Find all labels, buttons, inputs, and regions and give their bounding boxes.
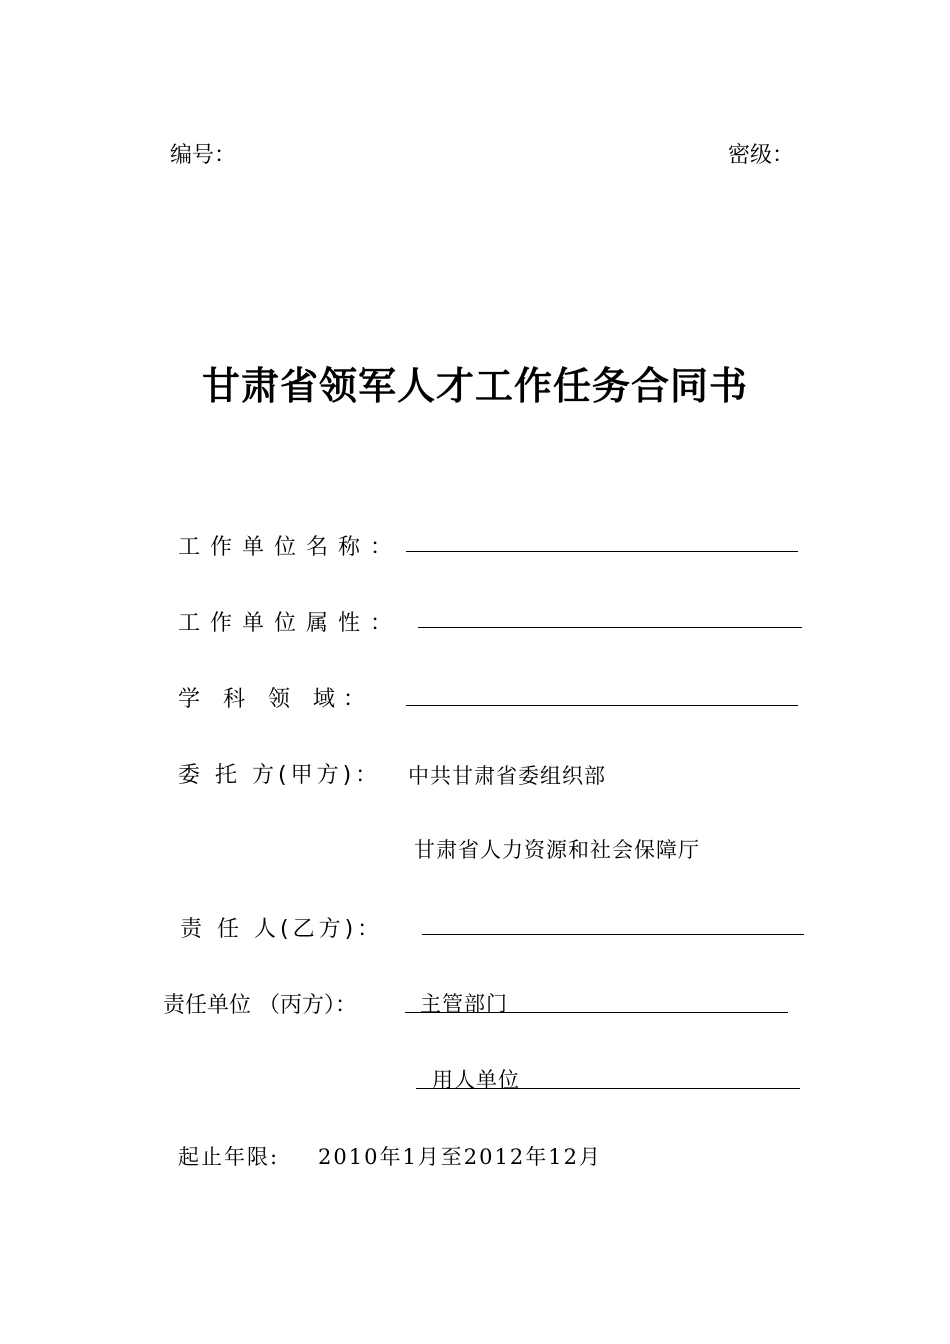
period-value: 2010年1月至2012年12月 <box>318 1145 602 1169</box>
work-unit-name-label: 工作单位名称： <box>178 535 403 560</box>
discipline-label: 学 科 领 域： <box>178 687 373 712</box>
client-label: 委 托 方(甲方)： <box>178 763 382 788</box>
work-unit-type-line <box>418 627 802 628</box>
period-label: 起止年限: <box>178 1145 280 1169</box>
client-value-1: 中共甘肃省委组织部 <box>408 764 606 788</box>
secret-level-label: 密级： <box>728 143 795 168</box>
responsible-person-line <box>422 934 804 935</box>
responsible-unit-value-2: 用人单位 <box>432 1068 520 1092</box>
responsible-unit-line-2 <box>416 1088 800 1089</box>
serial-number-label: 编号： <box>170 143 237 168</box>
responsible-person-label: 责 任 人(乙方)： <box>180 917 384 942</box>
discipline-line <box>406 705 798 706</box>
work-unit-type-label: 工作单位属性： <box>178 611 403 636</box>
responsible-unit-line-1 <box>405 1012 788 1013</box>
client-value-2: 甘肃省人力资源和社会保障厅 <box>414 838 700 862</box>
responsible-unit-value-1: 主管部门 <box>420 992 508 1016</box>
work-unit-name-line <box>406 551 798 552</box>
document-title: 甘肃省领军人才工作任务合同书 <box>201 363 748 408</box>
responsible-unit-label: 责任单位 （丙方）： <box>163 993 357 1018</box>
